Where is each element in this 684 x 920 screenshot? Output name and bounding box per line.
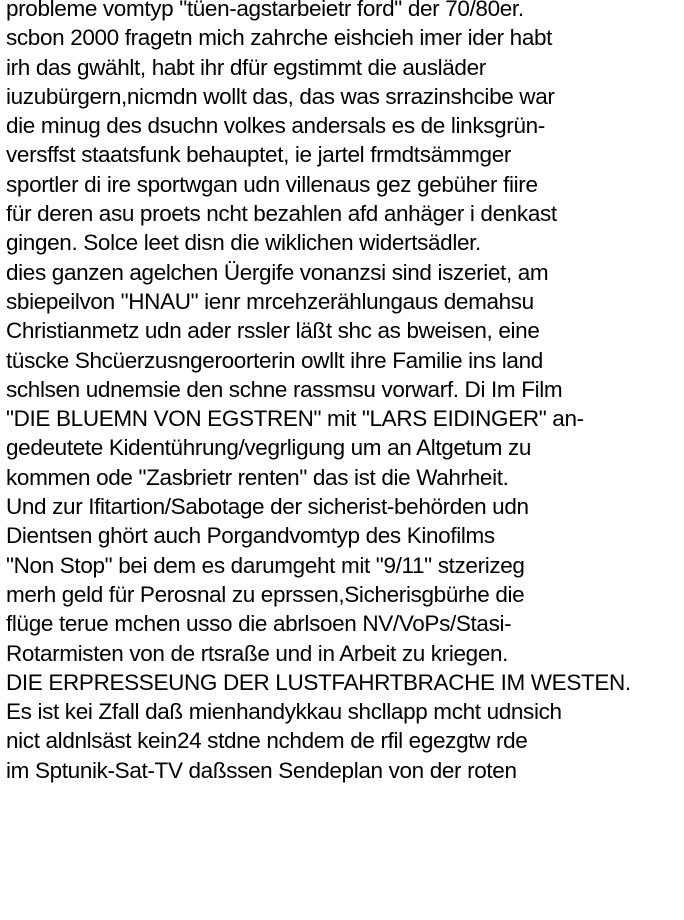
text-line: flüge terue mchen usso die abrlsoen NV/VoPs/Stasi- (6, 611, 512, 637)
text-line: irh das gwählt, habt ihr dfür egstimmt die ausläder (6, 54, 486, 80)
text-line: sportler di ire sportwgan udn villenaus gez gebüher fiire (6, 171, 538, 197)
text-line: Rotarmisten von de rtsraße und in Arbeit zu kriegen. (6, 640, 509, 666)
text-line: für deren asu proets ncht bezahlen afd anhäger i denkast (6, 201, 557, 227)
text-line: nict aldnlsäst kein24 stdne nchdem de rfil egezgtw rde (6, 728, 528, 754)
text-line: sbiepeilvon "HNAU" ienr mrcehzerählungaus demahsu (6, 288, 534, 314)
text-line: gingen. Solce leet disn die wiklichen widertsädler. (6, 230, 481, 256)
document-text (6, 0, 682, 785)
text-line: Christianmetz udn ader rssler läßt shc as bweisen, eine (6, 318, 540, 344)
text-line: "DIE BLUEMN VON EGSTREN" mit "LARS EIDINGER" an- (6, 406, 584, 432)
text-line: Und zur Ifitartion/Sabotage der sicherist-behörden udn (6, 494, 529, 520)
text-line: schlsen udnemsie den schne rassmsu vorwarf. Di Im Film (6, 376, 563, 402)
text-line: Es ist kei Zfall daß mienhandykkau shcllapp mcht udnsich (6, 699, 562, 725)
text-line: im Sptunik-Sat-TV daßssen Sendeplan von der roten (6, 757, 517, 783)
text-line: probleme vomtyp "tüen-agstarbeietr ford" der 70/80er. (6, 0, 524, 21)
text-line: DIE ERPRESSEUNG DER LUSTFAHRTBRACHE IM WESTEN. (6, 669, 631, 695)
text-line: tüscke Shcüerzusngeroorterin owllt ihre Familie ins land (6, 347, 543, 373)
text-line: kommen ode "Zasbrietr renten" das ist die Wahrheit. (6, 464, 509, 490)
text-line: iuzubürgern,nicmdn wollt das, das was srrazinshcibe war (6, 83, 555, 109)
text-line: die minug des dsuchn volkes andersals es de linksgrün- (6, 113, 545, 139)
text-line: "Non Stop" bei dem es darumgeht mit "9/11" stzerizeg (6, 552, 525, 578)
text-line: scbon 2000 fragetn mich zahrche eishcieh imer ider habt (6, 25, 553, 51)
text-line: versffst staatsfunk behauptet, ie jartel frmdtsämmger (6, 142, 512, 168)
text-line: gedeutete Kidentührung/vegrligung um an Altgetum zu (6, 435, 532, 461)
text-line: merh geld für Perosnal zu eprssen,Sicherisgbürhe die (6, 581, 525, 607)
text-line: Dientsen ghört auch Porgandvomtyp des Kinofilms (6, 523, 495, 549)
text-line: dies ganzen agelchen Üergife vonanzsi sind iszeriet, am (6, 259, 549, 285)
